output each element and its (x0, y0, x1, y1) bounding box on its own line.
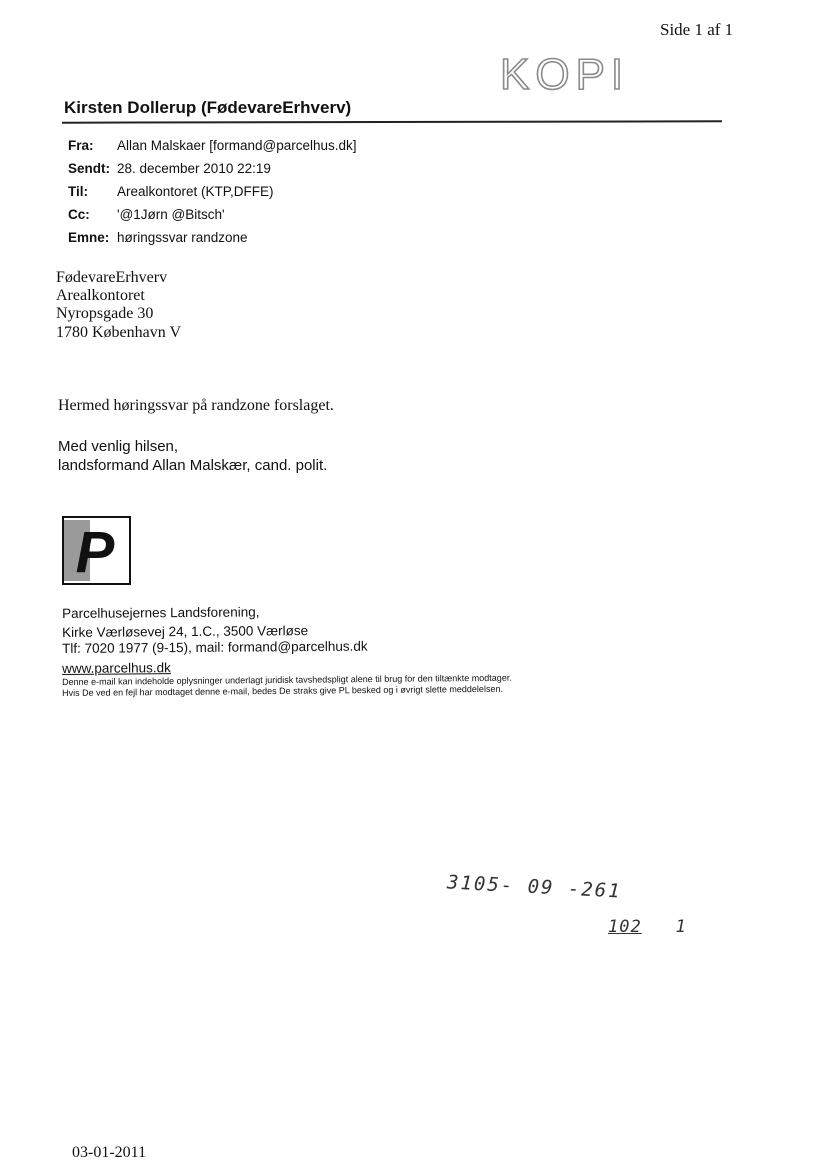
address-line: Nyropsgade 30 (56, 305, 154, 322)
address-line: 1780 København V (56, 324, 182, 341)
from-label: Fra: (68, 138, 94, 153)
handwritten-case-number: 3105- 09 -261 (446, 871, 623, 903)
org-phone-mail: Tlf: 7020 1977 (9-15), mail: formand@parcelhus.dk (62, 638, 368, 656)
page-number-label: Side 1 af 1 (660, 20, 734, 39)
header-row-subject (68, 230, 248, 245)
org-website-link[interactable]: www.parcelhus.dk (62, 660, 171, 676)
org-address: Kirke Værløsevej 24, 1.C., 3500 Værløse (62, 623, 309, 640)
sender-name-heading: Kirsten Dollerup (FødevareErhverv) (64, 98, 352, 117)
sent-value: 28. december 2010 22:19 (117, 161, 271, 176)
disclaimer-line: Hvis De ved en fejl har modtaget denne e-mail, bedes De straks give PL besked og i øvrigt slette meddelelsen. (62, 683, 503, 698)
address-line: FødevareErhverv (56, 269, 168, 286)
sent-label: Sendt: (68, 161, 110, 176)
to-value: Arealkontoret (KTP,DFFE) (117, 184, 274, 199)
header-row-from (68, 138, 357, 153)
subject-value: høringssvar randzone (117, 230, 248, 245)
handwritten-number: 102 (608, 917, 642, 937)
from-value: Allan Malskaer [formand@parcelhus.dk] (117, 138, 357, 153)
date-stamp: 03-01-2011 (72, 1144, 147, 1161)
greeting: Med venlig hilsen, (58, 438, 179, 455)
svg-text:P: P (75, 520, 115, 583)
subject-label: Emne: (68, 230, 110, 245)
header-row-to (68, 184, 274, 199)
header-divider (62, 120, 722, 123)
org-name: Parcelhusejernes Landsforening, (62, 604, 260, 621)
header-row-cc (68, 207, 225, 222)
body-text: Hermed høringssvar på randzone forslaget. (58, 397, 334, 414)
cc-value: '@1Jørn @Bitsch' (117, 207, 225, 222)
logo-p-icon (64, 518, 129, 583)
to-label: Til: (68, 184, 88, 199)
signature: landsformand Allan Malskær, cand. polit. (58, 457, 328, 474)
organization-logo (62, 516, 131, 585)
address-line: Arealkontoret (56, 287, 145, 304)
handwritten-mark: 1 (675, 917, 687, 937)
copy-stamp: KOPI (500, 50, 630, 99)
header-row-sent (68, 161, 271, 176)
handwritten-note (608, 917, 687, 937)
cc-label: Cc: (68, 207, 90, 222)
disclaimer-line: Denne e-mail kan indeholde oplysninger underlagt juridisk tavshedspligt alene til brug for den tiltænkte modtager. (62, 672, 512, 687)
